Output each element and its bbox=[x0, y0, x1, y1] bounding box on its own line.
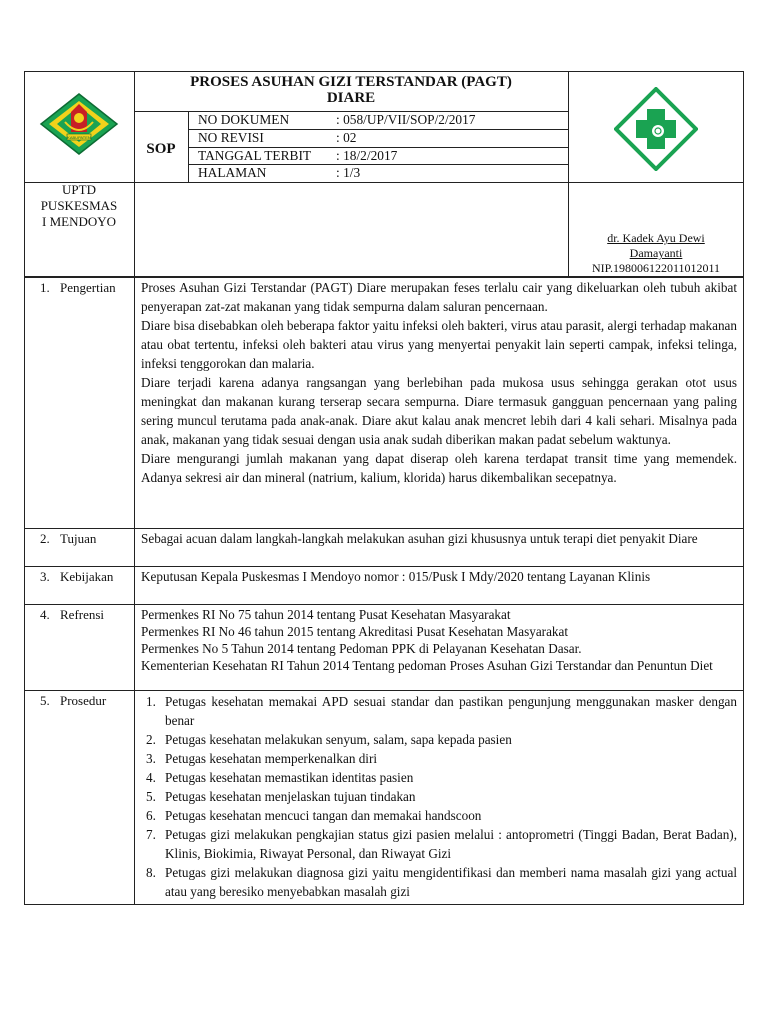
meta-value: : 1/3 bbox=[336, 165, 361, 181]
step-number: 5. bbox=[146, 789, 156, 804]
section-number: 1. bbox=[40, 280, 50, 295]
org-line: PUSKESMAS bbox=[40, 198, 118, 213]
procedure-list bbox=[141, 692, 737, 901]
procedure-step bbox=[146, 825, 737, 863]
step-number: 2. bbox=[146, 732, 156, 747]
signer-name-cont: Damayanti bbox=[629, 246, 683, 260]
divider bbox=[134, 182, 568, 183]
meta-row-issue-date bbox=[188, 147, 568, 165]
step-text: Petugas kesehatan mencuci tangan dan memakai handscoon bbox=[165, 808, 482, 823]
paragraph: Proses Asuhan Gizi Terstandar (PAGT) Diare merupakan feses terlalu cair yang dikeluarkan oleh tubuh akibat penyerapan zat-zat makanan yang tidak sempurna dalam saluran pencernaan. bbox=[141, 280, 737, 314]
logo-caption: KABUPATEN bbox=[67, 135, 91, 140]
step-number: 8. bbox=[146, 865, 156, 880]
step-number: 7. bbox=[146, 827, 156, 842]
section-content-pengertian bbox=[135, 278, 737, 487]
section-number: 2. bbox=[40, 531, 50, 546]
section-content-prosedur bbox=[135, 692, 737, 901]
title-line-2: DIARE bbox=[326, 90, 376, 106]
section-label-tujuan bbox=[24, 530, 134, 548]
paragraph: Keputusan Kepala Puskesmas I Mendoyo nomor : 015/Pusk I Mdy/2020 tentang Layanan Klinis bbox=[141, 569, 651, 584]
organization-name bbox=[24, 182, 134, 230]
procedure-step bbox=[146, 806, 737, 825]
meta-row-revision bbox=[188, 129, 568, 147]
procedure-step bbox=[146, 787, 737, 806]
org-line: I MENDOYO bbox=[41, 214, 117, 229]
reference-line: Permenkes RI No 46 tahun 2015 tentang Akreditasi Pusat Kesehatan Masyarakat bbox=[141, 624, 569, 639]
section-title: Kebijakan bbox=[60, 569, 114, 584]
step-text: Petugas kesehatan memakai APD sesuai standar dan pastikan pengunjung menggunakan masker dengan benar bbox=[165, 694, 737, 728]
procedure-step bbox=[146, 730, 737, 749]
section-content-kebijakan bbox=[135, 568, 737, 585]
section-content-tujuan bbox=[135, 530, 737, 547]
step-text: Petugas kesehatan memastikan identitas pasien bbox=[165, 770, 414, 785]
step-text: Petugas kesehatan melakukan senyum, salam, sapa kepada pasien bbox=[165, 732, 512, 747]
document-header bbox=[24, 71, 744, 277]
meta-key: HALAMAN bbox=[198, 165, 267, 181]
section-title: Prosedur bbox=[60, 693, 107, 708]
step-text: Petugas gizi melakukan pengkajian status gizi pasien melalui : antoprometri (Tinggi Badan, Berat Badan), Klinis, Biokimia, Riwayat Personal, dan Riwayat Gizi bbox=[165, 827, 737, 861]
meta-key: NO DOKUMEN bbox=[198, 112, 290, 127]
puskesmas-logo-icon bbox=[614, 87, 698, 171]
regency-logo-icon bbox=[37, 92, 121, 156]
step-number: 4. bbox=[146, 770, 156, 785]
procedure-step bbox=[146, 863, 737, 901]
meta-value: : 02 bbox=[336, 129, 357, 145]
meta-row-document-number bbox=[188, 111, 568, 129]
section-title: Refrensi bbox=[60, 607, 105, 622]
divider bbox=[568, 182, 744, 183]
section-content-refrensi bbox=[135, 606, 737, 674]
section-label-refrensi bbox=[24, 606, 134, 624]
sop-label: SOP bbox=[146, 141, 176, 157]
reference-line: Permenkes RI No 75 tahun 2014 tentang Pusat Kesehatan Masyarakat bbox=[141, 607, 511, 622]
meta-value: : 058/UP/VII/SOP/2/2017 bbox=[336, 112, 476, 127]
paragraph: Sebagai acuan dalam langkah-langkah melakukan asuhan gizi khususnya untuk terapi diet penyakit Diare bbox=[141, 531, 698, 546]
org-line: UPTD bbox=[62, 182, 96, 197]
step-text: Petugas kesehatan menjelaskan tujuan tindakan bbox=[165, 789, 416, 804]
step-number: 1. bbox=[146, 694, 156, 709]
procedure-step bbox=[146, 768, 737, 787]
section-number: 5. bbox=[40, 693, 50, 708]
reference-line: Kementerian Kesehatan RI Tahun 2014 Tentang pedoman Proses Asuhan Gizi Terstandar dan Penuntun Diet bbox=[141, 658, 713, 673]
signature-block bbox=[568, 231, 744, 276]
paragraph: Diare terjadi karena adanya rangsangan yang berlebihan pada mukosa usus sehingga gerakan otot usus meningkat dan makanan kurang terserap secara sempurna. Diare termasuk gangguan pencernaan yang paling sering muncul terutama pada anak-anak. Diare akut kalau anak mencret lebih dari 4 kali sehari. Misalnya pada anak, makanan yang tidak sesuai dengan usia anak sudah diberikan makan padat sebelum waktunya. bbox=[141, 375, 737, 447]
step-text: Petugas kesehatan memperkenalkan diri bbox=[165, 751, 378, 766]
title-line-1: PROSES ASUHAN GIZI TERSTANDAR (PAGT) bbox=[190, 74, 512, 90]
divider bbox=[24, 566, 744, 567]
step-number: 3. bbox=[146, 751, 156, 766]
divider bbox=[24, 604, 744, 605]
section-label-prosedur bbox=[24, 692, 134, 710]
procedure-step bbox=[146, 692, 737, 730]
divider bbox=[24, 528, 744, 529]
document-title bbox=[134, 71, 568, 111]
signer-nip: NIP.198006122011012011 bbox=[591, 261, 721, 275]
step-text: Petugas gizi melakukan diagnosa gizi yaitu mengidentifikasi dan memberi nama masalah gizi yang actual atau yang beresiko menyebabkan masalah gizi bbox=[165, 865, 737, 899]
signer-name: dr. Kadek Ayu Dewi bbox=[607, 231, 705, 245]
section-title: Tujuan bbox=[60, 531, 97, 546]
section-title: Pengertian bbox=[60, 280, 116, 295]
paragraph: Diare mengurangi jumlah makanan yang dapat diserap oleh karena terdapat transit time yang memendek. Adanya sekresi air dan mineral (natrium, kalium, klorida) harus dikembalikan secepatnya. bbox=[141, 451, 737, 485]
divider bbox=[24, 690, 744, 691]
reference-line: Permenkes No 5 Tahun 2014 tentang Pedoman PPK di Pelayanan Kesehatan Dasar. bbox=[141, 641, 582, 656]
section-number: 4. bbox=[40, 607, 50, 622]
meta-key: NO REVISI bbox=[198, 129, 264, 145]
meta-value: : 18/2/2017 bbox=[336, 147, 398, 163]
step-number: 6. bbox=[146, 808, 156, 823]
section-label-kebijakan bbox=[24, 568, 134, 586]
procedure-step bbox=[146, 749, 737, 768]
section-number: 3. bbox=[40, 569, 50, 584]
paragraph: Diare bisa disebabkan oleh beberapa faktor yaitu infeksi oleh bakteri, virus atau parasit, alergi terhadap makanan atau obat tertentu, infeksi oleh bakteri atau virus yang menyertai penyakit lain seperti campak, infeksi telinga, infeksi tenggorokan dan malaria. bbox=[141, 318, 737, 371]
meta-key: TANGGAL TERBIT bbox=[198, 147, 312, 163]
meta-row-page bbox=[188, 164, 568, 182]
section-label-pengertian bbox=[24, 279, 134, 297]
